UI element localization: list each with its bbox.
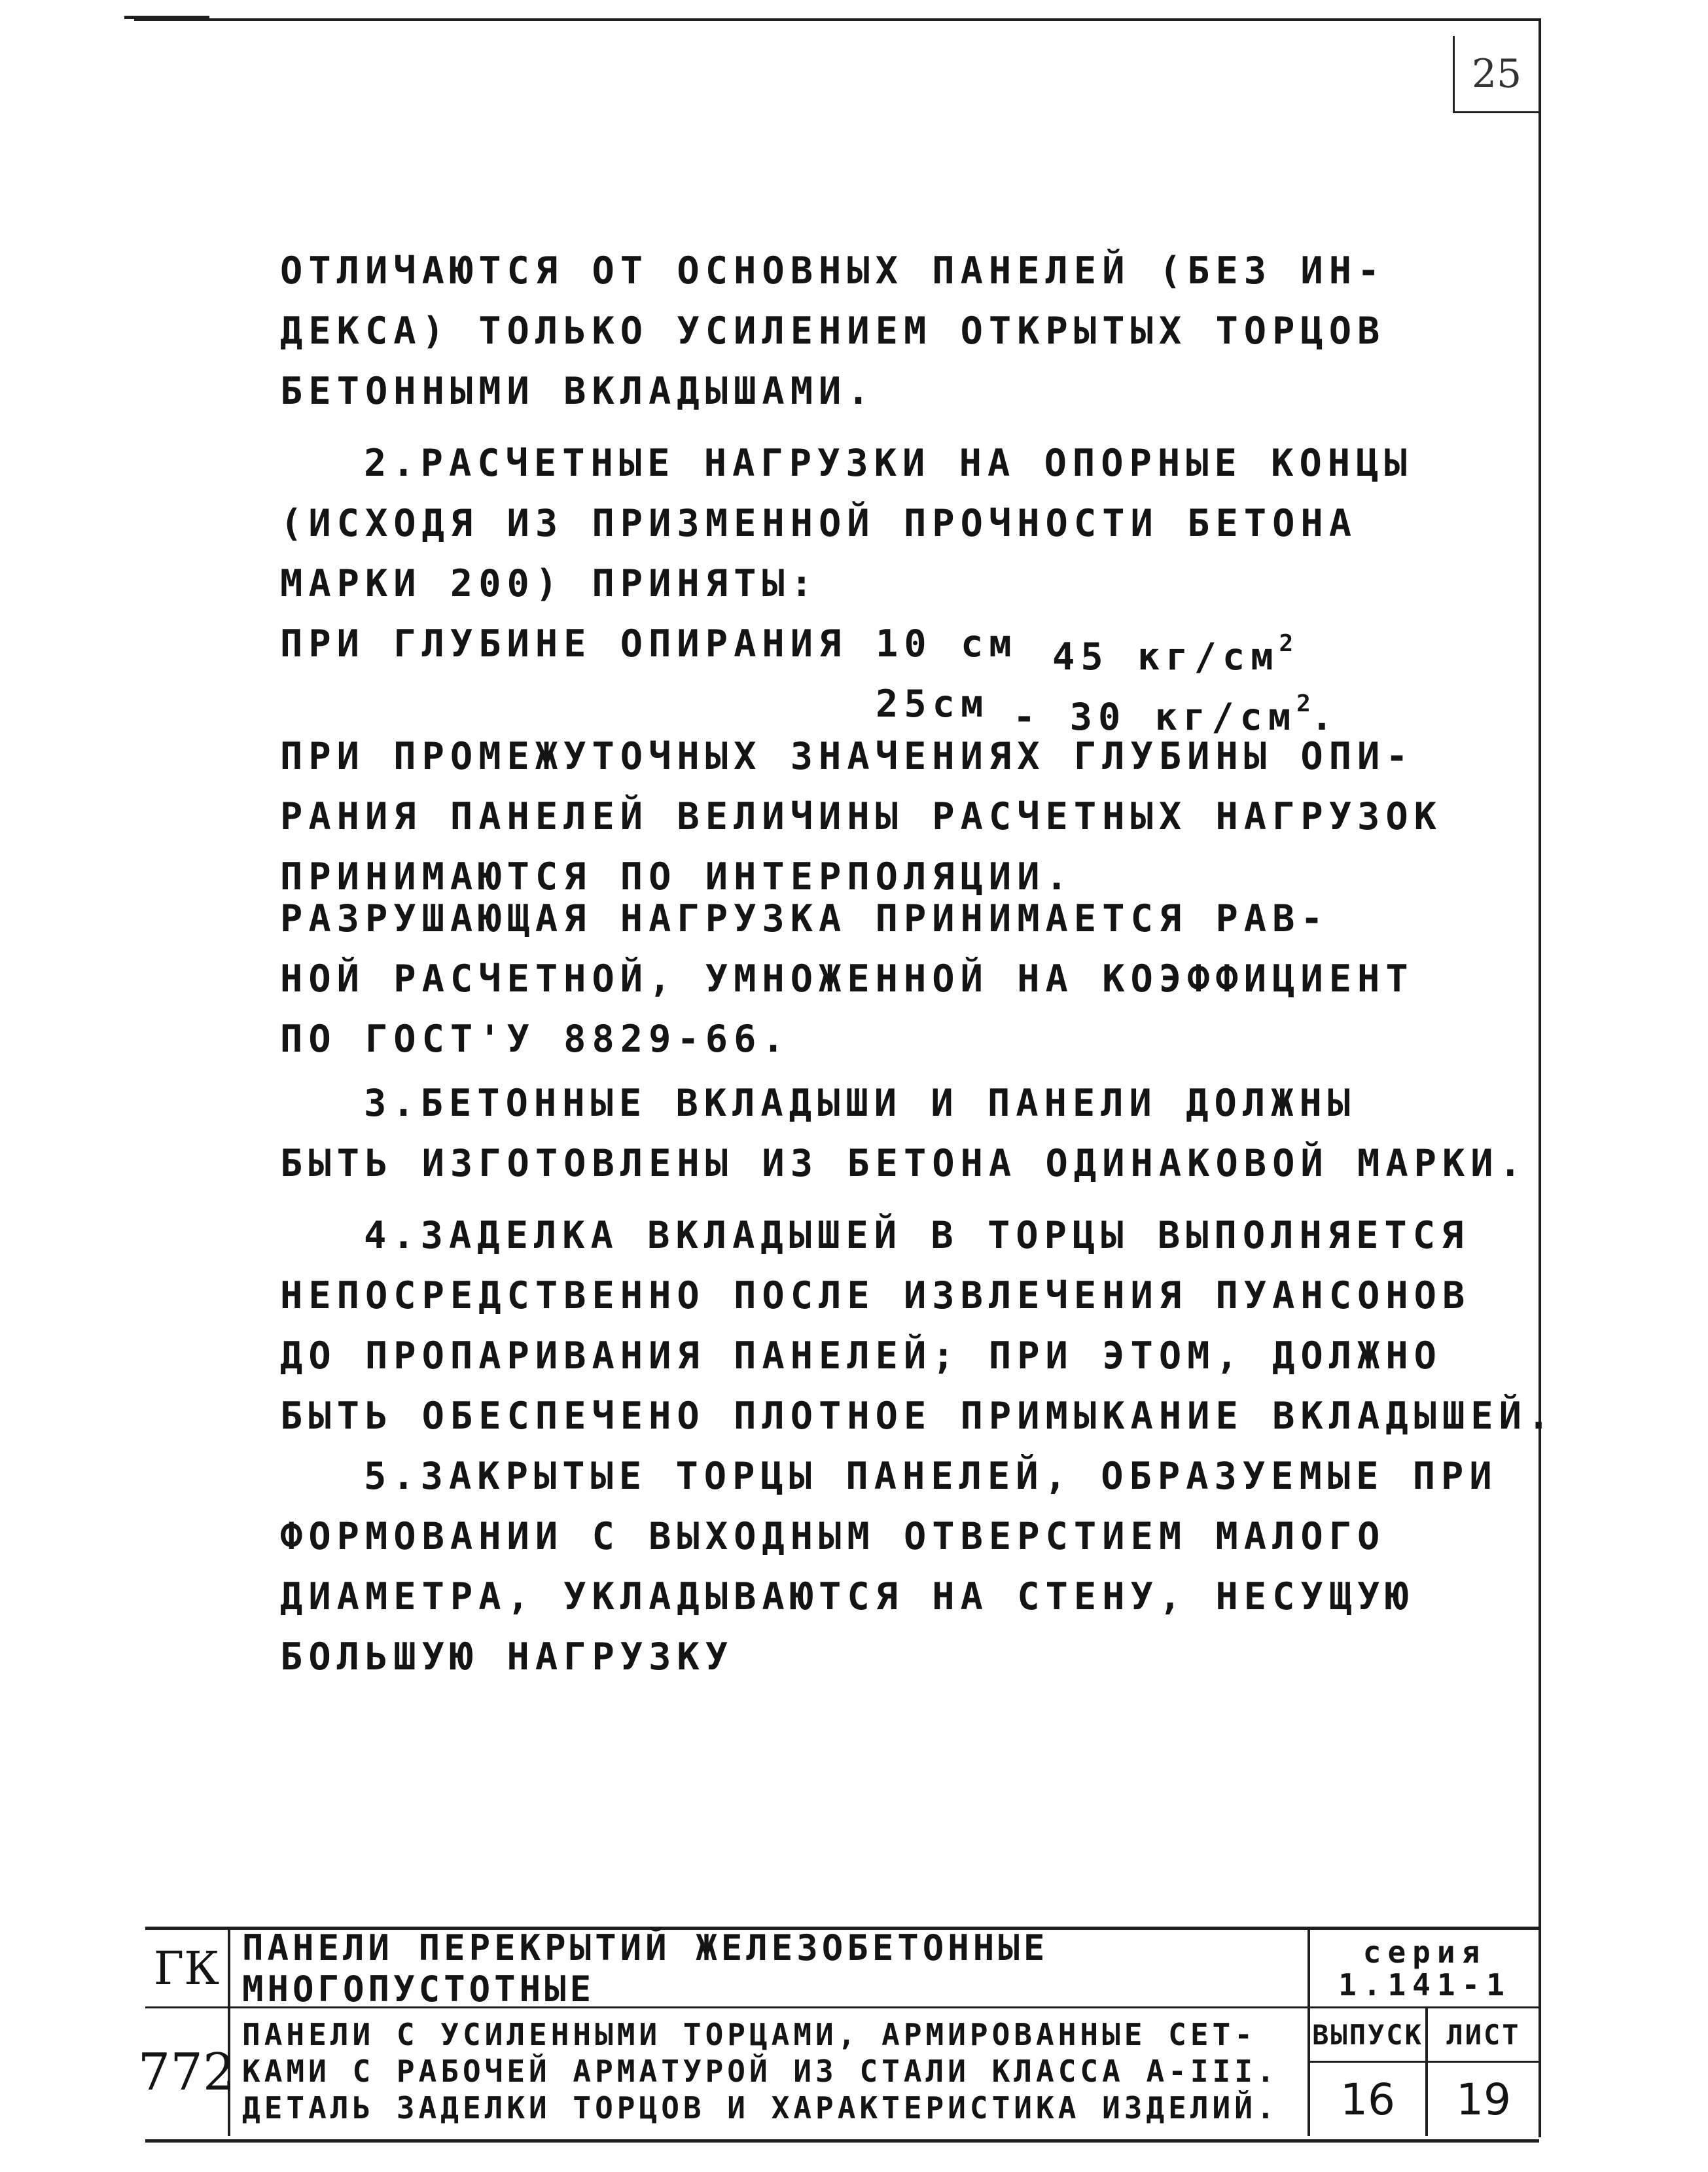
loads-table: [280, 614, 1478, 739]
frame-top-border: [134, 18, 1540, 21]
text-line: ДИАМЕТРА, УКЛАДЫВАЮТСЯ НА СТЕНУ, НЕСУЩУЮ: [280, 1575, 1414, 1618]
title-block-code: ГК: [145, 1930, 230, 2008]
text-line: ДЕКСА) ТОЛЬКО УСИЛЕНИЕМ ОТКРЫТЫХ ТОРЦОВ: [280, 310, 1386, 353]
paragraph-2-continued: [280, 726, 1478, 907]
paragraph-3: [280, 1073, 1527, 1194]
sheet-label: ЛИСТ: [1428, 2008, 1539, 2063]
title-block-series: [1310, 1930, 1539, 2008]
text-line: 5.ЗАКРЫТЫЕ ТОРЦЫ ПАНЕЛЕЙ, ОБРАЗУЕМЫЕ ПРИ: [364, 1455, 1498, 1498]
text-line: ОТЛИЧАЮТСЯ ОТ ОСНОВНЫХ ПАНЕЛЕЙ (БЕЗ ИН-: [280, 249, 1386, 293]
text-line: ДО ПРОПАРИВАНИЯ ПАНЕЛЕЙ; ПРИ ЭТОМ, ДОЛЖНО: [280, 1334, 1442, 1378]
series-value: 1.141-1: [1338, 1967, 1511, 2003]
load-value-1: 45 $кг/см^2$: [1052, 630, 1294, 679]
loads-label: ПРИ ГЛУБИНЕ ОПИРАНИЯ: [280, 622, 847, 666]
page-number-value: 25: [1471, 50, 1522, 97]
title-block-main-title: ПАНЕЛИ ПЕРЕКРЫТИЙ ЖЕЛЕЗОБЕТОННЫЕ МНОГОПУСТОТНЫЕ: [230, 1930, 1310, 2008]
title-block-number: 772: [145, 2008, 230, 2136]
paragraph-4: [280, 1205, 1556, 1446]
series-label: серия: [1362, 1934, 1487, 1970]
text-line: МАРКИ 200) ПРИНЯТЫ:: [280, 562, 819, 605]
title-block-sheet: [1428, 2008, 1539, 2136]
title-block-issue: [1310, 2008, 1428, 2136]
title-block-subtitle: [230, 2008, 1310, 2136]
loads-row-1: [280, 614, 1478, 679]
text-line: БЫТЬ ИЗГОТОВЛЕНЫ ИЗ БЕТОНА ОДИНАКОВОЙ МАРКИ.: [280, 1142, 1527, 1185]
depth-1: 10 см: [876, 622, 1018, 666]
paragraph-2: [280, 433, 1478, 614]
text-line: НОЙ РАСЧЕТНОЙ, УМНОЖЕННОЙ НА КОЭФФИЦИЕНТ: [280, 957, 1414, 1001]
text-line: ФОРМОВАНИИ С ВЫХОДНЫМ ОТВЕРСТИЕМ МАЛОГО: [280, 1515, 1386, 1558]
depth-2: 25см: [876, 683, 989, 726]
text-line: ПРИНИМАЮТСЯ ПО ИНТЕРПОЛЯЦИИ.: [280, 855, 1074, 899]
loads-row-2: [280, 674, 1478, 739]
subtitle-line: КАМИ С РАБОЧЕЙ АРМАТУРОЙ ИЗ СТАЛИ КЛАССА А-III.: [242, 2054, 1279, 2089]
load-value-2: - 30 $кг/см^2$.: [1013, 690, 1340, 739]
text-line: 4.ЗАДЕЛКА ВКЛАДЫШЕЙ В ТОРЦЫ ВЫПОЛНЯЕТСЯ: [364, 1214, 1470, 1257]
text-line: БЫТЬ ОБЕСПЕЧЕНО ПЛОТНОЕ ПРИМЫКАНИЕ ВКЛАДЫШЕЙ.: [280, 1395, 1556, 1438]
text-line: РАНИЯ ПАНЕЛЕЙ ВЕЛИЧИНЫ РАСЧЕТНЫХ НАГРУЗОК: [280, 795, 1442, 838]
text-line: (ИСХОДЯ ИЗ ПРИЗМЕННОЙ ПРОЧНОСТИ БЕТОНА: [280, 502, 1358, 545]
text-line: ПРИ ПРОМЕЖУТОЧНЫХ ЗНАЧЕНИЯХ ГЛУБИНЫ ОПИ-: [280, 735, 1414, 778]
subtitle-line: ПАНЕЛИ С УСИЛЕННЫМИ ТОРЦАМИ, АРМИРОВАННЫЕ СЕТ-: [242, 2017, 1256, 2052]
frame-right-border: [1539, 18, 1541, 2137]
text-line: ПО ГОСТ'У 8829-66.: [280, 1018, 791, 1061]
issue-value: 16: [1340, 2074, 1395, 2125]
title-block: [137, 1927, 1539, 2143]
paragraph-1: [280, 241, 1478, 421]
text-line: РАЗРУШАЮЩАЯ НАГРУЗКА ПРИНИМАЕТСЯ РАВ-: [280, 897, 1329, 940]
issue-label: ВЫПУСК: [1310, 2008, 1425, 2063]
paragraph-2-destructive: [280, 889, 1478, 1069]
text-line: НЕПОСРЕДСТВЕННО ПОСЛЕ ИЗВЛЕЧЕНИЯ ПУАНСОНОВ: [280, 1274, 1471, 1317]
text-line: 3.БЕТОННЫЕ ВКЛАДЫШИ И ПАНЕЛИ ДОЛЖНЫ: [364, 1082, 1357, 1125]
text-line: 2.РАСЧЕТНЫЕ НАГРУЗКИ НА ОПОРНЫЕ КОНЦЫ: [364, 442, 1413, 485]
paragraph-5: [280, 1446, 1498, 1687]
page-number: [1453, 36, 1539, 113]
text-line: БЕТОННЫМИ ВКЛАДЫШАМИ.: [280, 370, 876, 413]
sheet-value: 19: [1456, 2074, 1511, 2125]
text-line: БОЛЬШУЮ НАГРУЗКУ: [280, 1635, 734, 1679]
subtitle-line: ДЕТАЛЬ ЗАДЕЛКИ ТОРЦОВ И ХАРАКТЕРИСТИКА ИЗДЕЛИЙ.: [242, 2090, 1279, 2126]
